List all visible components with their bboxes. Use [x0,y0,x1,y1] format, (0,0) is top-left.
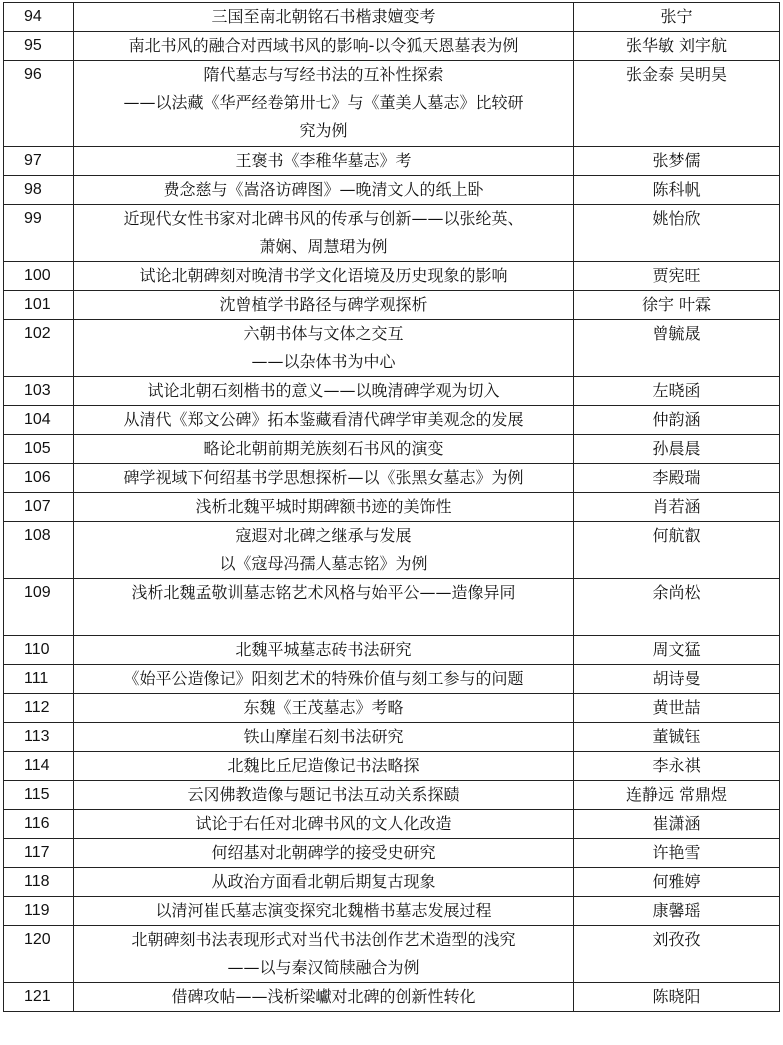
paper-author: 仲韵涵 [574,406,780,435]
paper-title [74,781,574,810]
paper-title [74,983,574,1012]
table-row [4,464,780,493]
paper-title-line: 铁山摩崖石刻书法研究 [243,727,404,746]
table-row [4,752,780,781]
row-number: 115 [4,781,74,810]
paper-author: 张金泰 吴明昊 [574,61,780,147]
paper-title-line: 以清河崔氏墓志演变探究北魏楷书墓志发展过程 [155,901,492,920]
paper-author: 李殿瑞 [574,464,780,493]
paper-title [74,752,574,781]
row-number: 108 [4,522,74,579]
paper-title-line: 沈曾植学书路径与碑学观探析 [219,295,428,314]
paper-title-line: 北朝碑刻书法表现形式对当代书法创作艺术造型的浅究 [131,930,516,949]
paper-author: 何雅婷 [574,868,780,897]
paper-title-line: 东魏《王茂墓志》考略 [243,698,404,717]
paper-title-line: 萧娴、周慧珺为例 [259,237,388,256]
table-row [4,665,780,694]
paper-title-line: 究为例 [299,121,348,140]
paper-title-line: 六朝书体与文体之交互 [243,324,404,343]
table-row [4,262,780,291]
table-row [4,406,780,435]
paper-title-line: 浅析北魏孟敬训墓志铭艺术风格与始平公——造像异同 [131,583,516,602]
paper-title-line: 《始平公造像记》阳刻艺术的特殊价值与刻工参与的问题 [123,669,524,688]
paper-title [74,406,574,435]
paper-author: 周文猛 [574,636,780,665]
row-number: 110 [4,636,74,665]
table-row [4,3,780,32]
paper-title [74,926,574,983]
table-row [4,493,780,522]
row-number: 119 [4,897,74,926]
paper-title-line: ——以杂体书为中心 [251,352,396,371]
paper-title-line: 碑学视域下何绍基书学思想探析—以《张黑女墓志》为例 [123,468,524,487]
paper-title-line: 费念慈与《嵩洛访碑图》—晚清文人的纸上卧 [163,180,484,199]
paper-title-line: 云冈佛教造像与题记书法互动关系探赜 [187,785,460,804]
paper-title [74,694,574,723]
paper-title-line: 借碑攻帖——浅析梁巘对北碑的创新性转化 [171,987,476,1006]
row-number: 102 [4,320,74,377]
table-row [4,522,780,579]
table-row [4,723,780,752]
row-number: 103 [4,377,74,406]
table-row [4,839,780,868]
paper-author: 肖若涵 [574,493,780,522]
paper-author: 孙晨晨 [574,435,780,464]
paper-author: 何航叡 [574,522,780,579]
paper-title [74,464,574,493]
row-number: 98 [4,176,74,205]
table-row [4,320,780,377]
paper-title [74,32,574,61]
paper-title-line: ——以法藏《华严经卷第卅七》与《董美人墓志》比较研 [123,93,524,112]
paper-title-line: ——以与秦汉简牍融合为例 [227,958,420,977]
paper-title-line: 试论北朝碑刻对晚清书学文化语境及历史现象的影响 [139,266,508,285]
paper-title [74,868,574,897]
paper-author: 许艳雪 [574,839,780,868]
table-row [4,926,780,983]
table-row [4,377,780,406]
paper-title-line: 何绍基对北朝碑学的接受史研究 [211,843,436,862]
paper-title-line: 浅析北魏平城时期碑额书迹的美饰性 [195,497,452,516]
paper-author: 胡诗曼 [574,665,780,694]
paper-title-line: 王褒书《李稚华墓志》考 [235,151,412,170]
paper-author: 张华敏 刘宇航 [574,32,780,61]
row-number: 99 [4,205,74,262]
row-number: 106 [4,464,74,493]
row-number: 104 [4,406,74,435]
paper-title-line: 试论于右任对北碑书风的文人化改造 [195,814,452,833]
table-row [4,897,780,926]
paper-title [74,579,574,636]
paper-title-line: 近现代女性书家对北碑书风的传承与创新——以张纶英、 [123,209,524,228]
row-number: 101 [4,291,74,320]
paper-author: 刘孜孜 [574,926,780,983]
paper-title [74,665,574,694]
table-row [4,694,780,723]
row-number: 107 [4,493,74,522]
paper-list-body [4,3,780,1012]
paper-title-line: 南北书风的融合对西域书风的影响-以令狐天恩墓表为例 [128,36,519,55]
table-row [4,781,780,810]
table-row [4,176,780,205]
row-number: 112 [4,694,74,723]
row-number: 118 [4,868,74,897]
paper-title [74,61,574,147]
table-row [4,291,780,320]
paper-title-line: 试论北朝石刻楷书的意义——以晚清碑学观为切入 [147,381,500,400]
table-row [4,435,780,464]
paper-title-line: 寇遐对北碑之继承与发展 [235,526,412,545]
paper-title [74,291,574,320]
row-number: 117 [4,839,74,868]
paper-title [74,839,574,868]
paper-title [74,810,574,839]
paper-title [74,320,574,377]
paper-title [74,3,574,32]
row-number: 121 [4,983,74,1012]
paper-author: 张梦儒 [574,147,780,176]
row-number: 120 [4,926,74,983]
row-number: 100 [4,262,74,291]
paper-title-line: 北魏比丘尼造像记书法略探 [227,756,420,775]
table-row [4,579,780,636]
paper-title-line: 三国至南北朝铭石书楷隶嬗变考 [211,7,436,26]
row-number: 116 [4,810,74,839]
paper-author: 贾宪旺 [574,262,780,291]
paper-title [74,377,574,406]
paper-author: 徐宇 叶霖 [574,291,780,320]
paper-author: 康馨瑶 [574,897,780,926]
paper-title [74,176,574,205]
row-number: 114 [4,752,74,781]
row-number: 96 [4,61,74,147]
table-row [4,810,780,839]
paper-title [74,147,574,176]
paper-author: 连静远 常鼎煜 [574,781,780,810]
paper-author: 余尚松 [574,579,780,636]
table-row [4,205,780,262]
paper-title-line: 从政治方面看北朝后期复古现象 [211,872,436,891]
paper-author: 曾毓晟 [574,320,780,377]
table-row [4,61,780,147]
row-number: 105 [4,435,74,464]
paper-title-line: 从清代《郑文公碑》拓本鉴藏看清代碑学审美观念的发展 [123,410,524,429]
row-number: 109 [4,579,74,636]
paper-author: 左晓函 [574,377,780,406]
paper-author: 董铖钰 [574,723,780,752]
paper-title [74,262,574,291]
row-number: 94 [4,3,74,32]
paper-author: 崔潇涵 [574,810,780,839]
paper-author: 黄世喆 [574,694,780,723]
paper-author: 陈晓阳 [574,983,780,1012]
table-row [4,636,780,665]
paper-author: 姚怡欣 [574,205,780,262]
paper-author: 张宁 [574,3,780,32]
paper-title [74,897,574,926]
paper-author: 李永祺 [574,752,780,781]
paper-title-line: 北魏平城墓志砖书法研究 [235,640,412,659]
paper-title [74,493,574,522]
table-row [4,147,780,176]
paper-title [74,522,574,579]
paper-title [74,435,574,464]
row-number: 95 [4,32,74,61]
row-number: 113 [4,723,74,752]
row-number: 111 [4,665,74,694]
paper-title [74,723,574,752]
paper-title [74,205,574,262]
paper-title-line: 隋代墓志与写经书法的互补性探索 [203,65,444,84]
paper-list-table [3,2,780,1012]
paper-title-line: 以《寇母冯孺人墓志铭》为例 [219,554,428,573]
table-row [4,32,780,61]
row-number: 97 [4,147,74,176]
table-row [4,868,780,897]
paper-title [74,636,574,665]
table-row [4,983,780,1012]
paper-author: 陈科帆 [574,176,780,205]
paper-title-line: 略论北朝前期羌族刻石书风的演变 [203,439,444,458]
